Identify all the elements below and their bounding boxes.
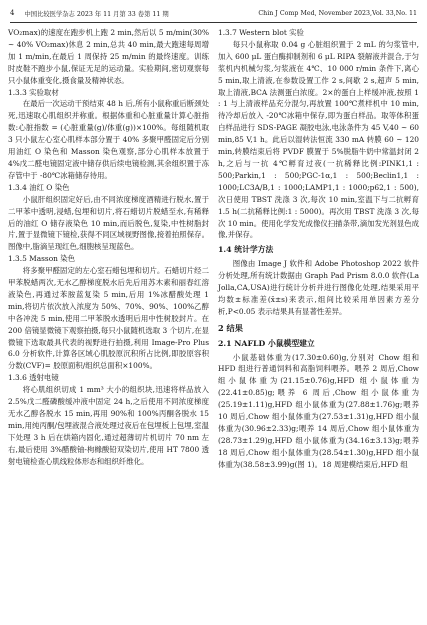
section-1-3-7-body: 每只小鼠称取 0.04 g 心脏组织置于 2 mL 的匀浆管中,加入 600 μL 蛋白酶抑制剂和 6 μL RIPA 裂解液并混合,于匀浆机内机械匀浆,匀浆液在 4℃、10 000 r/min 条件下,离心 5 min,取上清液,在参数设置工作 2 s,间歇 2 s,超声 5 min,取上清液,BCA 法测蛋白浓度。2×的蛋白上样缓冲液,按照 1 : 1 与上清液样品充分混匀,再放置 100℃煮样机中 10 min,待冷却后放入 -20℃冰箱中保存,即为蛋白样品。取等体积蛋白样品进行 SDS-PAGE 凝胶电泳,电泳条件为 45 V,40 ~ 60 min,85 V,1 h。此后以湿转法恒流 330 mA 转膜 60 ~ 120 min,转膜结束后将 PVDF 膜置于 5%脱脂牛奶中常温封闭 2 h,之后与一抗 4℃孵育过夜(一抗稀释比例:PINK1,1 : 500;Parkin,1 : 500;PGC-1α,1 : 500;Beclin1,1 : 1000;LC3A/B,1 : 1000;LAMP1,1 : 1000;p62,1 : 500),次日使用 TBST 洗涤 3 次,每次 10 min,室温下与二抗孵育 1.5 h(二抗稀释比例:1 : 5000)。再次用 TBST 洗涤 3 次,每次 10 min。使用化学发光成像仪扫描条带,滴加发光剂显色成像,并保存。 xyxy=(218,39,419,240)
section-1-3-7-heading: 1.3.7 Western blot 实验 xyxy=(218,28,304,37)
intro-paragraph: VO₂max)的速度在跑步机上跑 2 min,然后以 5 m/min(30% ~ 40% VO₂max)休息 2 min,总共 40 min,最大跑速每周增加 1 m/min,在最后 1 周保持 25 m/min 的最终速度。训练时皮鞋不跑步小鼠,保证无足的运动量。实验期间,密切观察每只小鼠体重变化,摄食量及精神状态。 xyxy=(8,28,209,85)
section-1-3-5-heading: 1.3.5 Masson 染色 xyxy=(8,254,76,264)
section-1-4-body: 图像由 Image J 软件和 Adobe Photoshop 2022 软件分析处理,所有统计数据由 Graph Pad Prism 8.0.0 软件(La Jolla,CA,USA)进行统计分析并进行图像化处理,结果采用平均数±标准差(x̄±s)来表示,组间比较采用单因素方差分析,P<0.05 表示结果具有显著性差异。 xyxy=(218,259,419,316)
journal-title-en: Chin J Comp Med, November 2023,Vol. 33,No. 11 xyxy=(258,9,417,17)
section-2-heading: 2 结果 xyxy=(218,322,243,333)
page-number: 4 xyxy=(10,9,15,17)
journal-title-cn: 中国比较医学杂志 2023 年 11 月第 33 卷第 11 期 xyxy=(24,10,169,18)
section-2-1-body: 小鼠基础体重为(17.30±0.60)g,分别对 Chow 组和 HFD 组进行普通饲料和高脂饲料喂养。喂养 2 周后,Chow 组小鼠体重为(21.15±0.76)g,HFD 组小鼠体重为(22.41±0.85)g;喂养 6 周后,Chow 组小鼠体重为(25.19±1.11)g,HFD 组小鼠体重为(27.88±1.76)g;喂养 10 周后,Chow 组小鼠体重为(27.53±1.31)g,HFD 组小鼠体重为(30.96±2.33)g;喂养 14 周后,Chow 组小鼠体重为(28.73±1.29)g,HFD 组小鼠体重为(34.16±3.13)g;喂养 18 周后,Chow 组小鼠体重为(28.54±1.30)g,HFD 组小鼠体重为(38.58±3.99)g(图 1)。18 周建模结束后,HFD 组 xyxy=(218,352,419,469)
section-1-3-3-body: 在最后一次运动干预结束 48 h 后,所有小鼠称重后断颈处死,迅速取心肌组织并称重。根据体重和心脏重量计算心脏指数:心脏指数 = (心脏重量(g)/体重(g))×100%。每组随机取 3 只小鼠左心室心肌样本部分置于 40% 多聚甲醛固定后分别用油红 O 染色和 Masson 染色观察,部分心肌样本放置于 4%戊二醛电镜固定液中储存供后续电镜检测,其余组织置于冻存管中于 -80℃冰箱储存待用。 xyxy=(8,99,209,180)
header-rule xyxy=(10,22,417,23)
section-1-3-5-body: 将多聚甲醛固定的左心室石蜡包埋和切片。石蜡切片经二甲苯脱蜡两次,无水乙醇梯度脱水后先后用苏木素和丽春红溶液染色,再通过苯胺蓝复染 5 min,后用 1%冰醋酸处理 1 min,将切片依次放入浓度为 50%、70%、90%、100%乙醇中各冲洗 5 min,使用二甲苯脱水透明后用中性树胶封片。在 200 倍镜显微镜下观察拍摄,每只小鼠随机选取 3 个切片,在显微镜下选取最具代表的视野进行拍摄,利用 Image-Pro Plus 6.0 分析软件,计算各区域心肌胶原沉积所占比例,即胶原容积分数(CVF)= 胶原面积/组织总面积×100%。 xyxy=(8,266,209,371)
section-1-3-3-heading: 1.3.3 实验取材 xyxy=(8,87,59,97)
section-1-4-heading: 1.4 统计学方法 xyxy=(218,245,274,255)
section-1-3-4-heading: 1.3.4 油红 O 染色 xyxy=(8,182,70,192)
right-column xyxy=(218,27,419,471)
section-2-1-heading: 2.1 NAFLD 小鼠模型建立 xyxy=(218,338,315,348)
left-column xyxy=(8,27,209,468)
running-header xyxy=(10,6,417,20)
section-1-3-4-body: 小鼠肝组织固定好后,由不同浓度梯度酒精进行脱水,置于二甲苯中透明,浸蜡,包埋和切片,将石蜡切片脱蜡至水,有稀释后的油红 O 储存液染色 10 min,而后脱色,复染,中性树脂封片,置于显微镜下镜检,获得不同区域视野图像,接着拍照保存。图像中,脂滴呈现红色,细胞核呈现蓝色。 xyxy=(8,194,209,252)
section-1-3-6-heading: 1.3.6 透射电镜 xyxy=(8,373,59,383)
section-1-3-6-body: 将心肌组织切成 1 mm³ 大小的组织块,迅速将样品放入 2.5%戊二醛磷酸缓冲液中固定 24 h,之后使用不同浓度梯度无水乙醇各脱水 15 min,再用 90%和 100%丙酮各脱水 15 min,用纯丙酮/包埋液混合液处理过夜后在包埋板上包埋,室温下处理 3 h 后在烘箱内固化,通过超薄切片机切片 70 nm 左右,最后使用 3%醋酸铀-枸橼酸铅双染切片,使用 HT 7800 透射电镜检查心肌线粒体形态和组织纤维化。 xyxy=(8,385,209,466)
